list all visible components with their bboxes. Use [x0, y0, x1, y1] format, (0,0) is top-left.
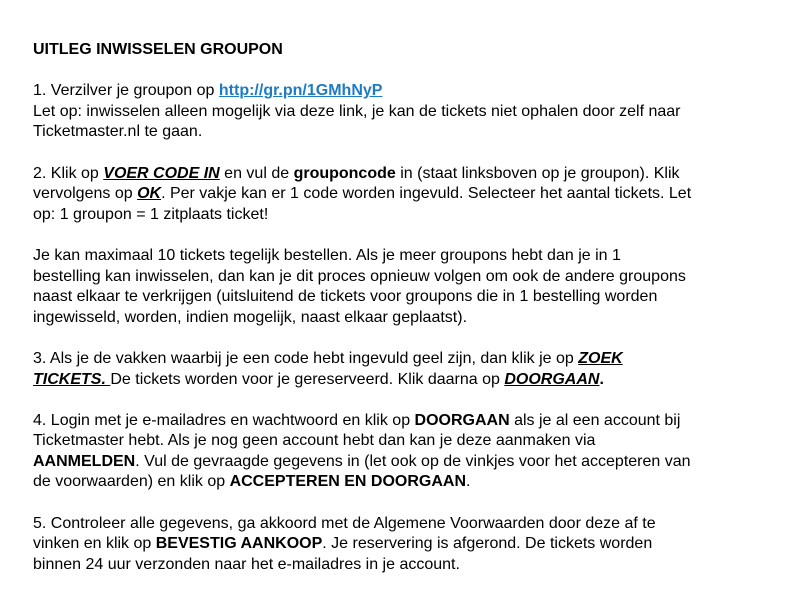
step-4-line-3: AANMELDEN. Vul de gevraagde gegevens in (let ook op de vinkjes voor het accepteren van	[33, 452, 691, 470]
ok-label: OK	[137, 185, 162, 203]
groupon-redeem-link[interactable]: http://gr.pn/1GMhNyP	[218, 82, 383, 100]
info-line-3: naast elkaar te verkrijgen (uitsluitend de tickets voor groupons die in 1 bestelling worden	[33, 288, 658, 306]
step-1-line-3: Ticketmaster.nl te gaan.	[33, 123, 203, 141]
step-2-line-2: vervolgens op OK. Per vakje kan er 1 code worden ingevuld. Selecteer het aantal tickets. Let	[33, 185, 692, 203]
step-5-line-3: binnen 24 uur verzonden naar het e-mailadres in je account.	[33, 555, 460, 573]
step-5-line-2: vinken en klik op BEVESTIG AANKOOP. Je reservering is afgerond. De tickets worden	[33, 535, 653, 553]
document-title: UITLEG INWISSELEN GROUPON	[33, 41, 283, 58]
step-5-line-1: 5. Controleer alle gegevens, ga akkoord met de Algemene Voorwaarden door deze af te	[33, 514, 656, 532]
step-3-line-2: TICKETS. De tickets worden voor je gereserveerd. Klik daarna op DOORGAAN.	[33, 370, 604, 388]
step-3-line-1: 3. Als je de vakken waarbij je een code hebt ingevuld geel zijn, dan klik je op ZOEK	[33, 349, 623, 367]
grouponcode-label: grouponcode	[293, 164, 396, 182]
info-line-4: ingewisseld, worden, indien mogelijk, naast elkaar geplaatst).	[33, 308, 468, 326]
info-line-2: bestelling kan inwisselen, dan kan je dit proces opnieuw volgen om ook de andere groupons	[33, 267, 686, 285]
doorgaan-bold-label: DOORGAAN	[414, 411, 510, 429]
step-3	[33, 349, 778, 390]
step-4-line-4: de voorwaarden) en klik op ACCEPTEREN EN DOORGAAN.	[33, 473, 471, 491]
step-4-line-1: 4. Login met je e-mailadres en wachtwoord en klik op DOORGAAN als je al een account bij	[33, 411, 681, 429]
step-1	[33, 81, 778, 143]
bevestig-aankoop-label: BEVESTIG AANKOOP	[155, 535, 323, 553]
zoek-label: ZOEK	[578, 349, 623, 367]
step-1-line-1: 1. Verzilver je groupon op http://gr.pn/1GMhNyP	[33, 82, 383, 100]
step-2-line-1: 2. Klik op VOER CODE IN en vul de grouponcode in (staat linksboven op je groupon). Klik	[33, 164, 680, 182]
step-5	[33, 514, 778, 576]
step-1-line-2: Let op: inwisselen alleen mogelijk via deze link, je kan de tickets niet ophalen door zelf naar	[33, 102, 681, 120]
step-4-line-2: Ticketmaster hebt. Als je nog geen account hebt dan kan je deze aanmaken via	[33, 432, 596, 450]
info-paragraph	[33, 246, 778, 328]
step-2-line-3: op: 1 groupon = 1 zitplaats ticket!	[33, 205, 269, 223]
accepteren-label: ACCEPTEREN EN DOORGAAN	[229, 473, 467, 491]
step-4	[33, 411, 778, 493]
aanmelden-label: AANMELDEN	[33, 452, 136, 470]
info-line-1: Je kan maximaal 10 tickets tegelijk bestellen. Als je meer groupons hebt dan je in 1	[33, 246, 621, 264]
step-2	[33, 164, 778, 226]
doorgaan-label: DOORGAAN	[504, 370, 600, 388]
tickets-label: TICKETS.	[33, 370, 111, 388]
voer-code-in-label: VOER CODE IN	[103, 164, 220, 182]
